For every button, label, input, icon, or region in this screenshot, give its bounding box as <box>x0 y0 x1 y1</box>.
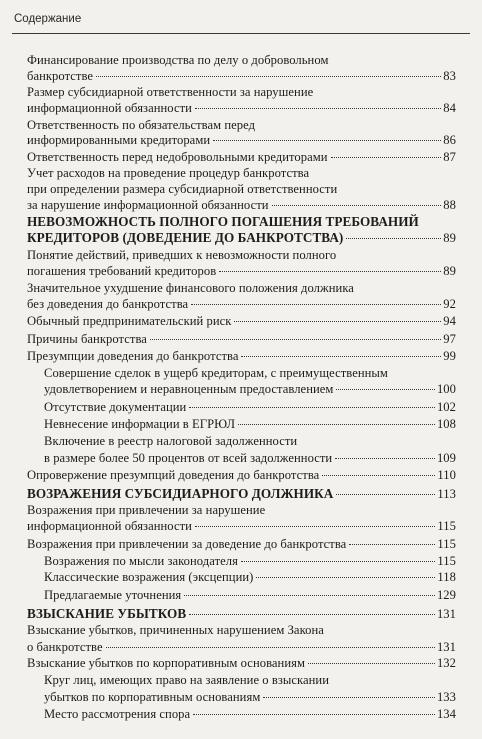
toc-entry-title: Взыскание убытков, причиненных нарушением Закона <box>27 623 324 637</box>
toc-entry-title: Возражения при привлечении за доведение до банкротства <box>27 537 347 551</box>
toc-page-number: 129 <box>436 588 456 602</box>
toc-entry-title: Отсутствие документации <box>44 400 187 414</box>
toc-entry-title: Причины банкротства <box>27 332 147 346</box>
toc-line <box>27 166 309 181</box>
toc-line <box>27 468 456 483</box>
toc-entry-title: Ответственность перед недобровольными кредиторами <box>27 150 328 164</box>
toc-entry-title: в размере более 50 процентов от всей задолженности <box>44 451 333 465</box>
toc-entry-title: ВОЗРАЖЕНИЯ СУБСИДИАРНОГО ДОЛЖНИКА <box>27 486 334 501</box>
dot-leader <box>238 424 435 425</box>
toc-page-number: 97 <box>443 332 456 346</box>
toc-line <box>44 382 456 397</box>
dot-leader <box>213 140 441 141</box>
dot-leader <box>150 339 441 340</box>
toc-page-number: 94 <box>443 314 456 328</box>
dot-leader <box>241 561 435 562</box>
toc-entry-title: за нарушение информационной обязанности <box>27 198 269 212</box>
toc-page-number: 92 <box>443 297 456 311</box>
toc-entry-title: Обычный предпринимательский риск <box>27 314 232 328</box>
toc-line <box>27 198 456 213</box>
toc-page-number: 131 <box>436 640 456 654</box>
toc-entry-title: ВЗЫСКАНИЕ УБЫТКОВ <box>27 606 187 621</box>
dot-leader <box>256 577 435 578</box>
toc-line <box>44 673 329 688</box>
toc-line <box>27 314 456 329</box>
toc-line <box>27 537 456 552</box>
toc-page-number: 118 <box>437 570 456 584</box>
toc-page-number: 84 <box>443 101 456 115</box>
toc-entry-title: Включение в реестр налоговой задолженности <box>44 434 298 448</box>
toc-entry-title: Понятие действий, приведших к невозможности полного <box>27 248 337 262</box>
toc-entry-title: Возражения по мысли законодателя <box>44 554 238 568</box>
toc-page-number: 99 <box>443 349 456 363</box>
toc-entry-title: Круг лиц, имеющих право на заявление о взыскании <box>44 673 329 687</box>
toc-line <box>27 656 456 671</box>
toc-entry-title: Презумпции доведения до банкротства <box>27 349 239 363</box>
toc-line <box>27 519 456 534</box>
toc-line <box>27 349 456 364</box>
dot-leader <box>193 714 435 715</box>
toc-entry-title: информированными кредиторами <box>27 133 211 147</box>
toc-entry-title: убытков по корпоративным основаниям <box>44 690 261 704</box>
toc-page-number: 134 <box>436 707 456 721</box>
toc-entry-title: удовлетворением и неравноценным предоставлением <box>44 382 334 396</box>
toc-entry-title: без доведения до банкротства <box>27 297 189 311</box>
toc-page-number: 131 <box>436 607 456 621</box>
toc-entry-title: Невнесение информации в ЕГРЮЛ <box>44 417 236 431</box>
toc-line <box>44 434 297 449</box>
toc-entry-title: при определении размера субсидиарной ответственности <box>27 182 338 196</box>
dot-leader <box>308 663 435 664</box>
dot-leader <box>263 697 435 698</box>
toc-entry-title: информационной обязанности <box>27 519 192 533</box>
toc-page-number: 133 <box>436 690 456 704</box>
dot-leader <box>234 321 441 322</box>
toc-page-number: 83 <box>443 69 456 83</box>
toc-line <box>44 707 456 722</box>
toc-page-number: 86 <box>443 133 456 147</box>
dot-leader <box>189 614 435 615</box>
toc-line <box>27 101 456 116</box>
toc-entry-title: Финансирование производства по делу о добровольном <box>27 53 329 67</box>
toc-page-number: 102 <box>436 400 456 414</box>
toc-page-number: 115 <box>437 519 456 533</box>
toc-page-number: 110 <box>437 468 456 482</box>
toc-line <box>44 570 456 585</box>
toc-line <box>27 230 456 246</box>
toc-page-number: 89 <box>443 264 456 278</box>
toc-entry-title: Классические возражения (эксцепции) <box>44 570 254 584</box>
dot-leader <box>189 407 435 408</box>
toc-page-number: 89 <box>443 231 456 245</box>
toc-line <box>27 281 354 296</box>
toc-line <box>27 297 456 312</box>
dot-leader <box>272 205 442 206</box>
toc-line <box>27 69 456 84</box>
dot-leader <box>96 76 441 77</box>
toc-entry-title: Совершение сделок в ущерб кредиторам, с преимущественным <box>44 366 388 380</box>
toc-line <box>44 588 456 603</box>
dot-leader <box>241 356 441 357</box>
toc-entry-title: Ответственность по обязательствам перед <box>27 118 256 132</box>
toc-line <box>27 53 328 68</box>
toc-entry-title: Опровержение презумпций доведения до банкротства <box>27 468 320 482</box>
toc-entry-title: информационной обязанности <box>27 101 192 115</box>
toc-line <box>44 417 456 432</box>
toc-line <box>27 85 313 100</box>
toc-page-number: 113 <box>437 487 456 501</box>
toc-entry-title: погашения требований кредиторов <box>27 264 217 278</box>
toc-line <box>27 264 456 279</box>
toc-page-number: 87 <box>443 150 456 164</box>
toc-page-number: 115 <box>437 554 456 568</box>
dot-leader <box>336 389 435 390</box>
toc-line <box>27 214 419 230</box>
toc-entry-title: КРЕДИТОРОВ (ДОВЕДЕНИЕ ДО БАНКРОТСТВА) <box>27 230 344 245</box>
toc-line <box>27 486 456 502</box>
toc-page-number: 115 <box>437 537 456 551</box>
dot-leader <box>346 238 441 239</box>
toc-line <box>27 606 456 622</box>
toc-line <box>44 366 388 381</box>
dot-leader <box>331 157 442 158</box>
toc-entry-title: Предлагаемые уточнения <box>44 588 182 602</box>
toc-line <box>44 451 456 466</box>
toc-line <box>27 640 456 655</box>
dot-leader <box>106 647 435 648</box>
running-head: Содержание <box>14 13 82 25</box>
toc-line <box>44 400 456 415</box>
toc-entry-title: Размер субсидиарной ответственности за нарушение <box>27 85 314 99</box>
toc-line <box>27 248 336 263</box>
dot-leader <box>219 271 441 272</box>
toc-line <box>27 332 456 347</box>
toc-page-number: 108 <box>436 417 456 431</box>
toc-entry-title: о банкротстве <box>27 640 103 654</box>
dot-leader <box>336 494 435 495</box>
dot-leader <box>349 544 435 545</box>
toc-page-number: 88 <box>443 198 456 212</box>
toc-entry-title: Взыскание убытков по корпоративным основаниям <box>27 656 305 670</box>
toc-entry-title: Учет расходов на проведение процедур банкротства <box>27 166 310 180</box>
toc-line <box>44 690 456 705</box>
toc-entry-title: Значительное ухудшение финансового положения должника <box>27 281 354 295</box>
dot-leader <box>191 304 441 305</box>
toc-line <box>27 182 337 197</box>
toc-line <box>27 118 255 133</box>
dot-leader <box>184 595 435 596</box>
toc-entry-title: банкротстве <box>27 69 94 83</box>
dot-leader <box>322 475 435 476</box>
toc-line <box>44 554 456 569</box>
dot-leader <box>195 526 435 527</box>
toc-entry-title: Место рассмотрения спора <box>44 707 191 721</box>
toc-entry-title: Возражения при привлечении за нарушение <box>27 503 266 517</box>
dot-leader <box>195 108 441 109</box>
toc-entry-title: НЕВОЗМОЖНОСТЬ ПОЛНОГО ПОГАШЕНИЯ ТРЕБОВАНИЙ <box>27 214 419 229</box>
toc-page-number: 132 <box>436 656 456 670</box>
toc-line <box>27 133 456 148</box>
toc-line <box>27 503 265 518</box>
toc-page-number: 109 <box>436 451 456 465</box>
dot-leader <box>335 458 435 459</box>
toc-line <box>27 623 324 638</box>
toc-line <box>27 150 456 165</box>
toc-page-number: 100 <box>436 382 456 396</box>
